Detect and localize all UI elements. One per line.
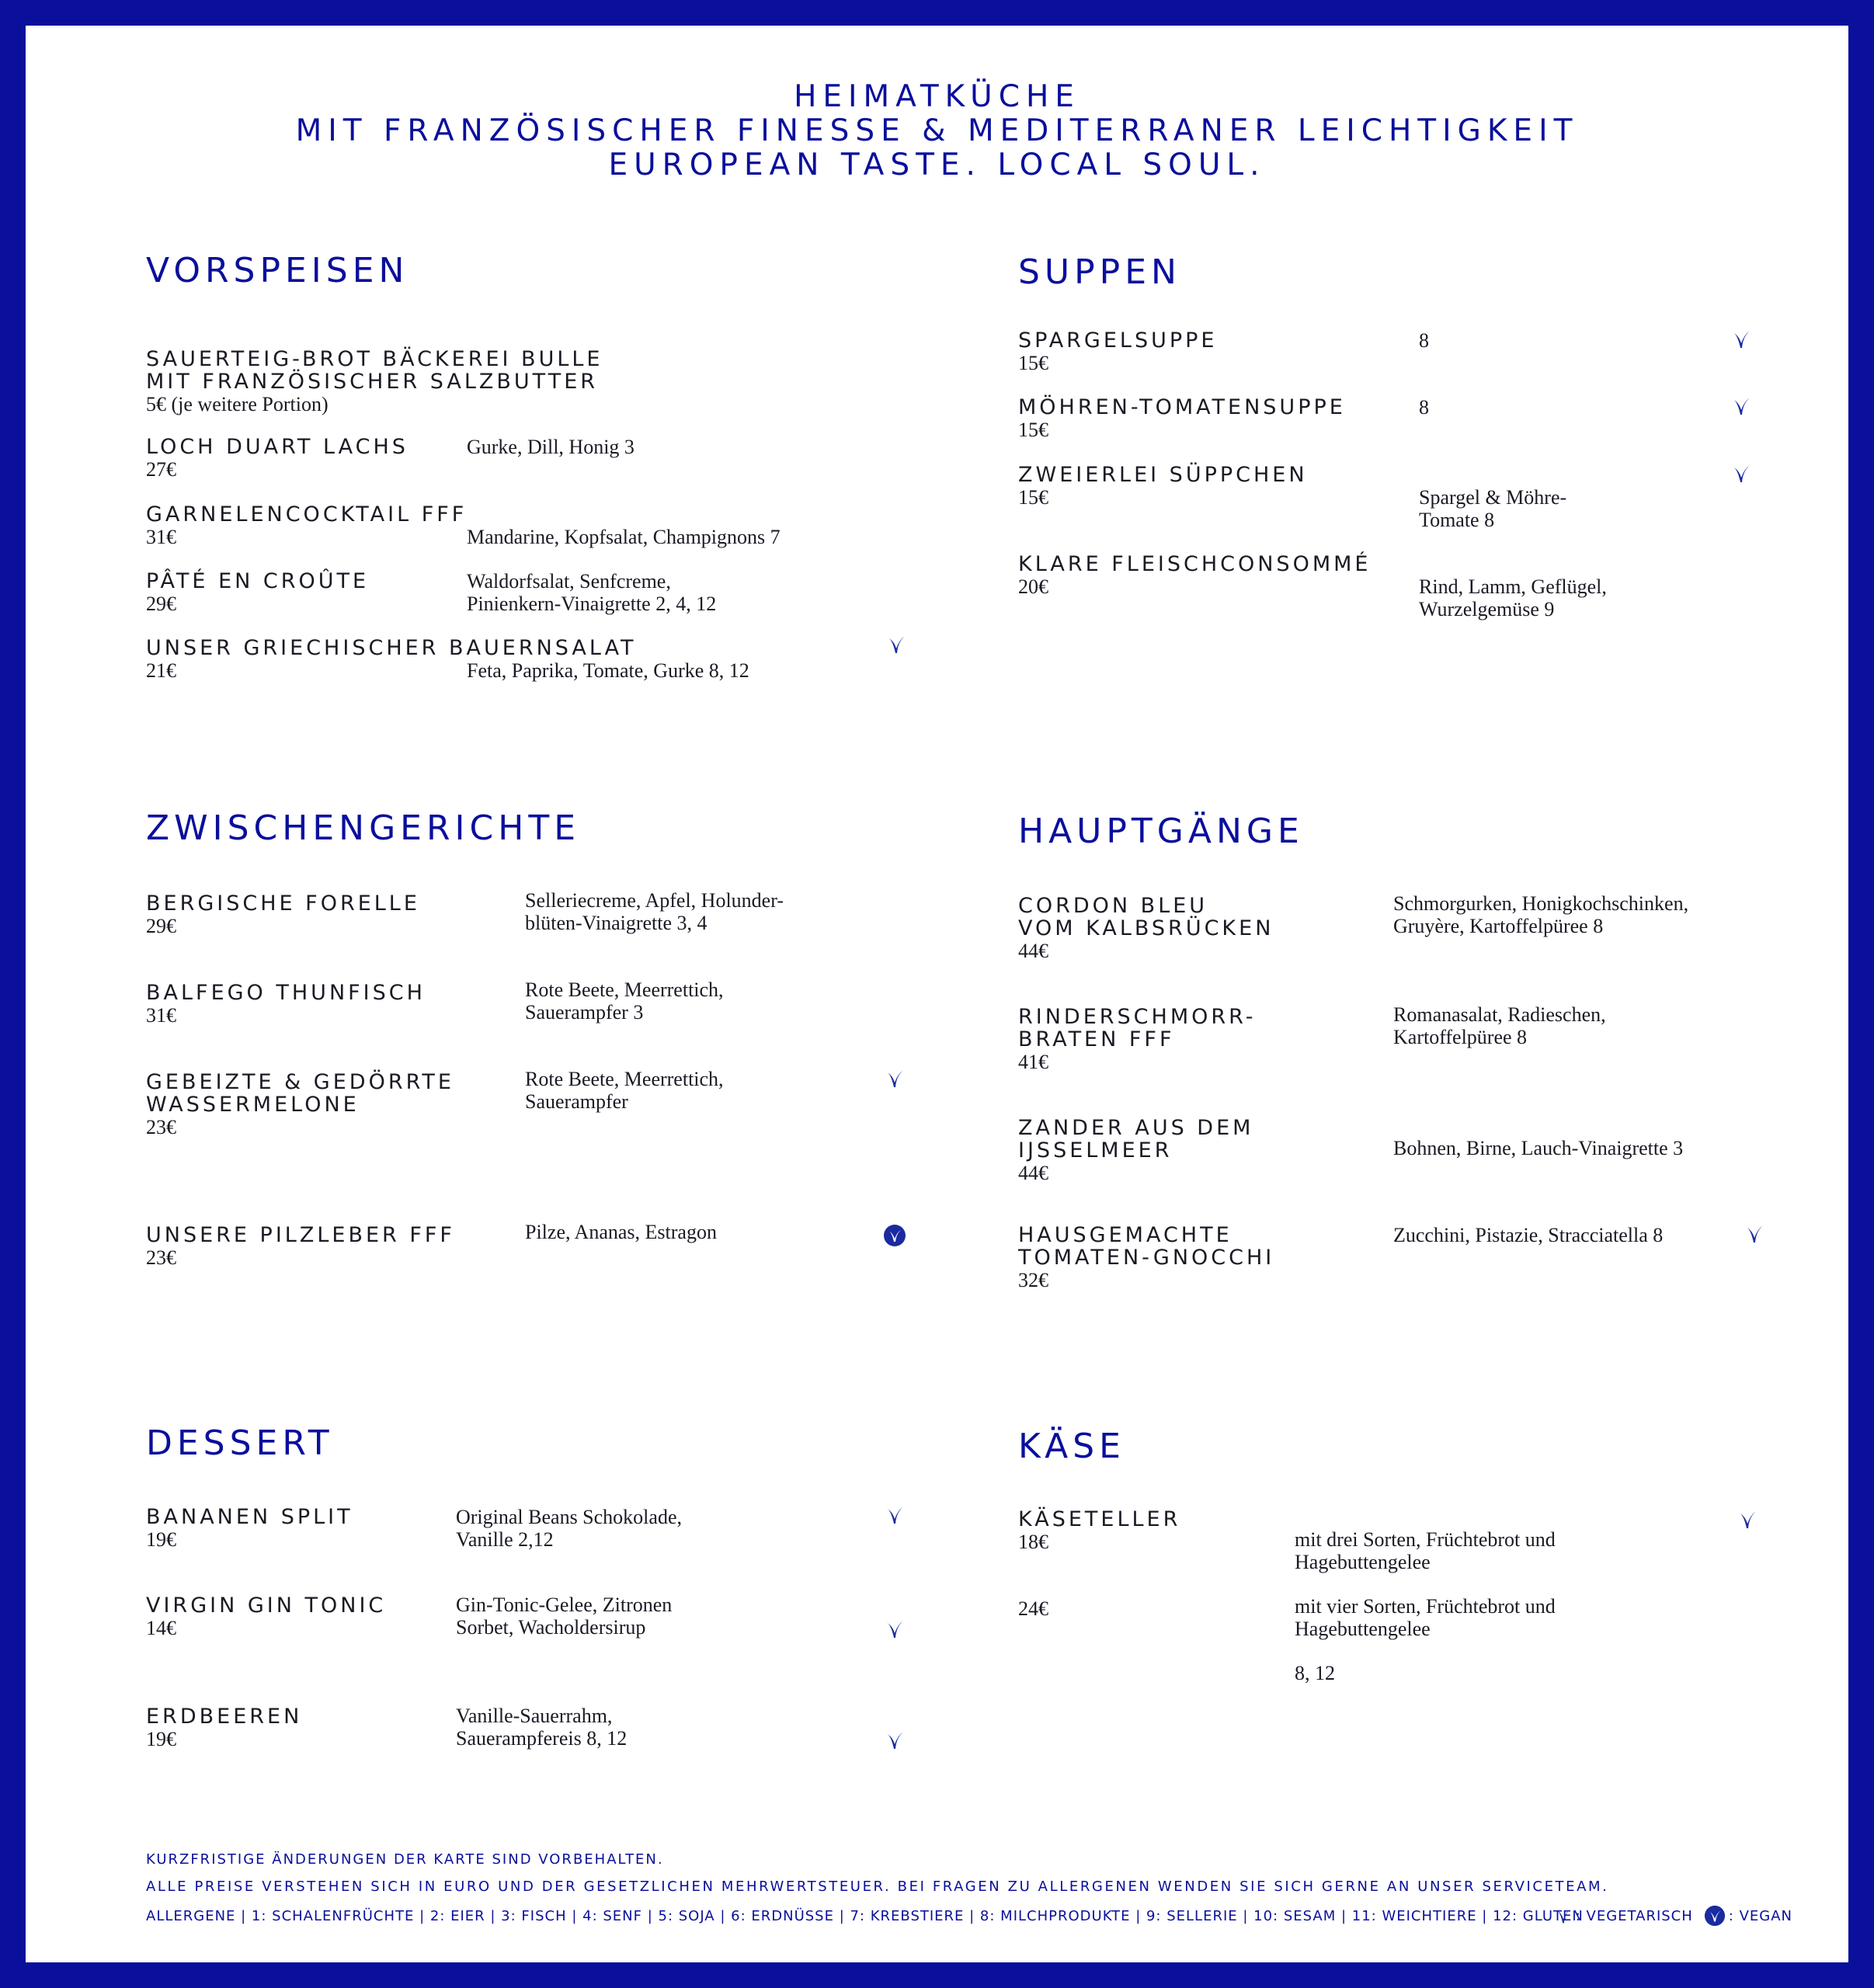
dish-price-2: 24€ [1018, 1597, 1048, 1620]
dish-description: Rote Beete, Meerrettich, [525, 1068, 724, 1090]
dish-name: ZWEIERLEI SÜPPCHEN [1018, 463, 1308, 487]
dish-description: Rind, Lamm, Geflügel, [1419, 575, 1607, 598]
vegetarian-icon [1737, 1508, 1758, 1531]
dish-description: Vanille-Sauerrahm, [456, 1705, 613, 1727]
dish-price: 27€ [146, 458, 176, 481]
dish-description-line-2: Hagebuttengelee [1295, 1551, 1431, 1573]
vegetarian-icon [1554, 1906, 1573, 1926]
dish-name: KLARE FLEISCHCONSOMMÉ [1018, 552, 1372, 576]
dish-price: 44€ [1018, 1162, 1048, 1184]
vegan-label: : VEGAN [1728, 1907, 1792, 1924]
dish-description: Gin-Tonic-Gelee, Zitronen [456, 1594, 673, 1616]
dish-name: LOCH DUART LACHS [146, 435, 409, 459]
dish-name: CORDON BLEU [1018, 894, 1208, 918]
dish-description: Rote Beete, Meerrettich, [525, 978, 724, 1001]
dish-name: GEBEIZTE & GEDÖRRTE [146, 1070, 454, 1094]
dish-description-line-2: blüten-Vinaigrette 3, 4 [525, 912, 708, 934]
dish-name-line-2: IJSSELMEER [1018, 1138, 1173, 1163]
dish-description: Pilze, Ananas, Estragon [525, 1221, 717, 1243]
vegetarian-icon [1730, 328, 1752, 351]
dish-name: BALFEGO THUNFISCH [146, 981, 426, 1005]
footer-note-changes: KURZFRISTIGE ÄNDERUNGEN DER KARTE SIND VORBEHALTEN. [146, 1851, 664, 1868]
vegetarian-icon [884, 1067, 906, 1090]
dish-price: 5€ (je weitere Portion) [146, 393, 329, 415]
dish-name-line-2: BRATEN FFF [1018, 1027, 1175, 1051]
dish-description: Schmorgurken, Honigkochschinken, [1393, 892, 1689, 915]
dish-name: UNSERE PILZLEBER FFF [146, 1223, 455, 1247]
dish-name: VIRGIN GIN TONIC [146, 1594, 387, 1618]
dish-price: 20€ [1018, 575, 1048, 598]
vegan-icon [883, 1224, 906, 1247]
section-title: VORSPEISEN [146, 251, 409, 290]
dish-allergens: 8, 12 [1295, 1662, 1335, 1684]
dish-description: Original Beans Schokolade, [456, 1506, 682, 1528]
dish-description-line-2: Sauerampfer 3 [525, 1001, 644, 1024]
dish-description-line-2: Pinienkern-Vinaigrette 2, 4, 12 [467, 593, 717, 615]
dish-price: 15€ [1018, 352, 1048, 374]
dish-description-option-2: mit vier Sorten, Früchtebrot und [1295, 1595, 1556, 1618]
dish-description: Bohnen, Birne, Lauch-Vinaigrette 3 [1393, 1137, 1684, 1159]
dish-price: 32€ [1018, 1269, 1048, 1291]
dish-description: Spargel & Möhre- [1419, 486, 1567, 509]
allergen-list: ALLERGENE | 1: SCHALENFRÜCHTE | 2: EIER | 3: FISCH | 4: SENF | 5: SOJA | 6: ERDNÜSSE | 7: KREBSTIERE | 8: MILCHPRODUKTE | 9: SELLERIE | 10: SESAM | 11: WEICHTIERE | 12: GLUTEN [146, 1908, 1584, 1924]
dish-description-line-2: Vanille 2,12 [456, 1528, 554, 1551]
dish-description-line-2: Sorbet, Wacholdersirup [456, 1616, 646, 1639]
dish-price: 18€ [1018, 1531, 1048, 1553]
dish-price: 23€ [146, 1246, 176, 1269]
vegetarian-icon [1730, 394, 1752, 418]
menu-page [26, 26, 1848, 1962]
section-title: KÄSE [1018, 1427, 1125, 1466]
vegetarian-icon [884, 1503, 906, 1527]
dish-price: 14€ [146, 1617, 176, 1639]
section-title: DESSERT [146, 1423, 334, 1463]
dish-description: mit drei Sorten, Früchtebrot und [1295, 1528, 1556, 1551]
dish-name: BANANEN SPLIT [146, 1505, 353, 1529]
dish-name: RINDERSCHMORR- [1018, 1005, 1257, 1029]
dish-description: Mandarine, Kopfsalat, Champignons 7 [467, 526, 781, 548]
dish-name: KÄSETELLER [1018, 1507, 1181, 1531]
dish-name: MÖHREN-TOMATENSUPPE [1018, 395, 1346, 419]
dish-price: 29€ [146, 593, 176, 615]
dish-price: 29€ [146, 915, 176, 937]
vegetarian-icon [1744, 1222, 1765, 1246]
section-title: ZWISCHENGERICHTE [146, 808, 581, 848]
section-title: SUPPEN [1018, 252, 1181, 292]
dish-price: 19€ [146, 1728, 176, 1750]
dish-name: SAUERTEIG-BROT BÄCKEREI BULLE [146, 347, 603, 371]
dish-name: BERGISCHE FORELLE [146, 891, 420, 916]
dish-description: Gurke, Dill, Honig 3 [467, 436, 635, 458]
dish-price: 41€ [1018, 1051, 1048, 1073]
dish-description: Selleriecreme, Apfel, Holunder- [525, 889, 784, 912]
dish-name: GARNELENCOCKTAIL FFF [146, 502, 468, 527]
dish-name: ZANDER AUS DEM [1018, 1116, 1254, 1140]
allergen-legend [146, 1908, 1792, 1924]
dish-price: 19€ [146, 1528, 176, 1551]
section-title: HAUPTGÄNGE [1018, 812, 1304, 851]
dish-description: Feta, Paprika, Tomate, Gurke 8, 12 [467, 659, 749, 682]
header-line-3: EUROPEAN TASTE. LOCAL SOUL. [608, 148, 1266, 182]
dish-price: 23€ [146, 1116, 176, 1138]
vegetarian-icon [884, 1618, 906, 1641]
dish-price: 21€ [146, 659, 176, 682]
vegetarian-icon [884, 1729, 906, 1752]
dish-name-line-2: VOM KALBSRÜCKEN [1018, 916, 1274, 940]
dish-description-line-2: Sauerampfer [525, 1090, 628, 1113]
dish-description-line-2: Wurzelgemüse 9 [1419, 598, 1555, 620]
footer-note-prices: ALLE PREISE VERSTEHEN SICH IN EURO UND DER GESETZLICHEN MEHRWERTSTEUER. BEI FRAGEN ZU ALLERGENEN WENDEN SIE SICH GERNE AN UNSER SERVICETEAM. [146, 1879, 1609, 1895]
header-line-2: MIT FRANZÖSISCHER FINESSE & MEDITERRANER LEICHTIGKEIT [295, 113, 1579, 148]
dish-description-option-2-line-2: Hagebuttengelee [1295, 1618, 1431, 1640]
vegetarian-icon [1730, 462, 1752, 485]
dish-price: 44€ [1018, 940, 1048, 962]
vegetarian-label: : VEGETARISCH [1575, 1907, 1693, 1924]
vegetarian-icon [885, 633, 907, 656]
dish-name: HAUSGEMACHTE [1018, 1223, 1233, 1247]
dish-name-line-2: TOMATEN-GNOCCHI [1018, 1246, 1275, 1270]
dish-price: 31€ [146, 1004, 176, 1027]
dish-description: Zucchini, Pistazie, Stracciatella 8 [1393, 1224, 1664, 1246]
dish-name-line-2: MIT FRANZÖSISCHER SALZBUTTER [146, 370, 599, 394]
diet-legend [1554, 1905, 1792, 1927]
dish-description: Romanasalat, Radieschen, [1393, 1003, 1606, 1026]
dish-description-line-2: Sauerampfereis 8, 12 [456, 1727, 628, 1750]
dish-price: 31€ [146, 526, 176, 548]
menu-header [26, 80, 1848, 182]
dish-price: 15€ [1018, 486, 1048, 509]
dish-description-line-2: Gruyère, Kartoffelpüree 8 [1393, 915, 1604, 937]
dish-allergens: 8 [1419, 329, 1429, 352]
dish-price: 15€ [1018, 419, 1048, 441]
dish-name: PÂTÉ EN CROÛTE [146, 569, 370, 593]
vegan-icon [1704, 1905, 1726, 1927]
dish-description-line-2: Tomate 8 [1419, 509, 1495, 531]
dish-name: SPARGELSUPPE [1018, 328, 1218, 353]
dish-name: ERDBEEREN [146, 1705, 303, 1729]
dish-name-line-2: WASSERMELONE [146, 1093, 360, 1117]
dish-description-line-2: Kartoffelpüree 8 [1393, 1026, 1528, 1048]
dish-allergens: 8 [1419, 396, 1429, 419]
dish-name: UNSER GRIECHISCHER BAUERNSALAT [146, 636, 637, 660]
header-line-1: HEIMATKÜCHE [794, 79, 1080, 114]
dish-description: Waldorfsalat, Senfcreme, [467, 570, 671, 593]
